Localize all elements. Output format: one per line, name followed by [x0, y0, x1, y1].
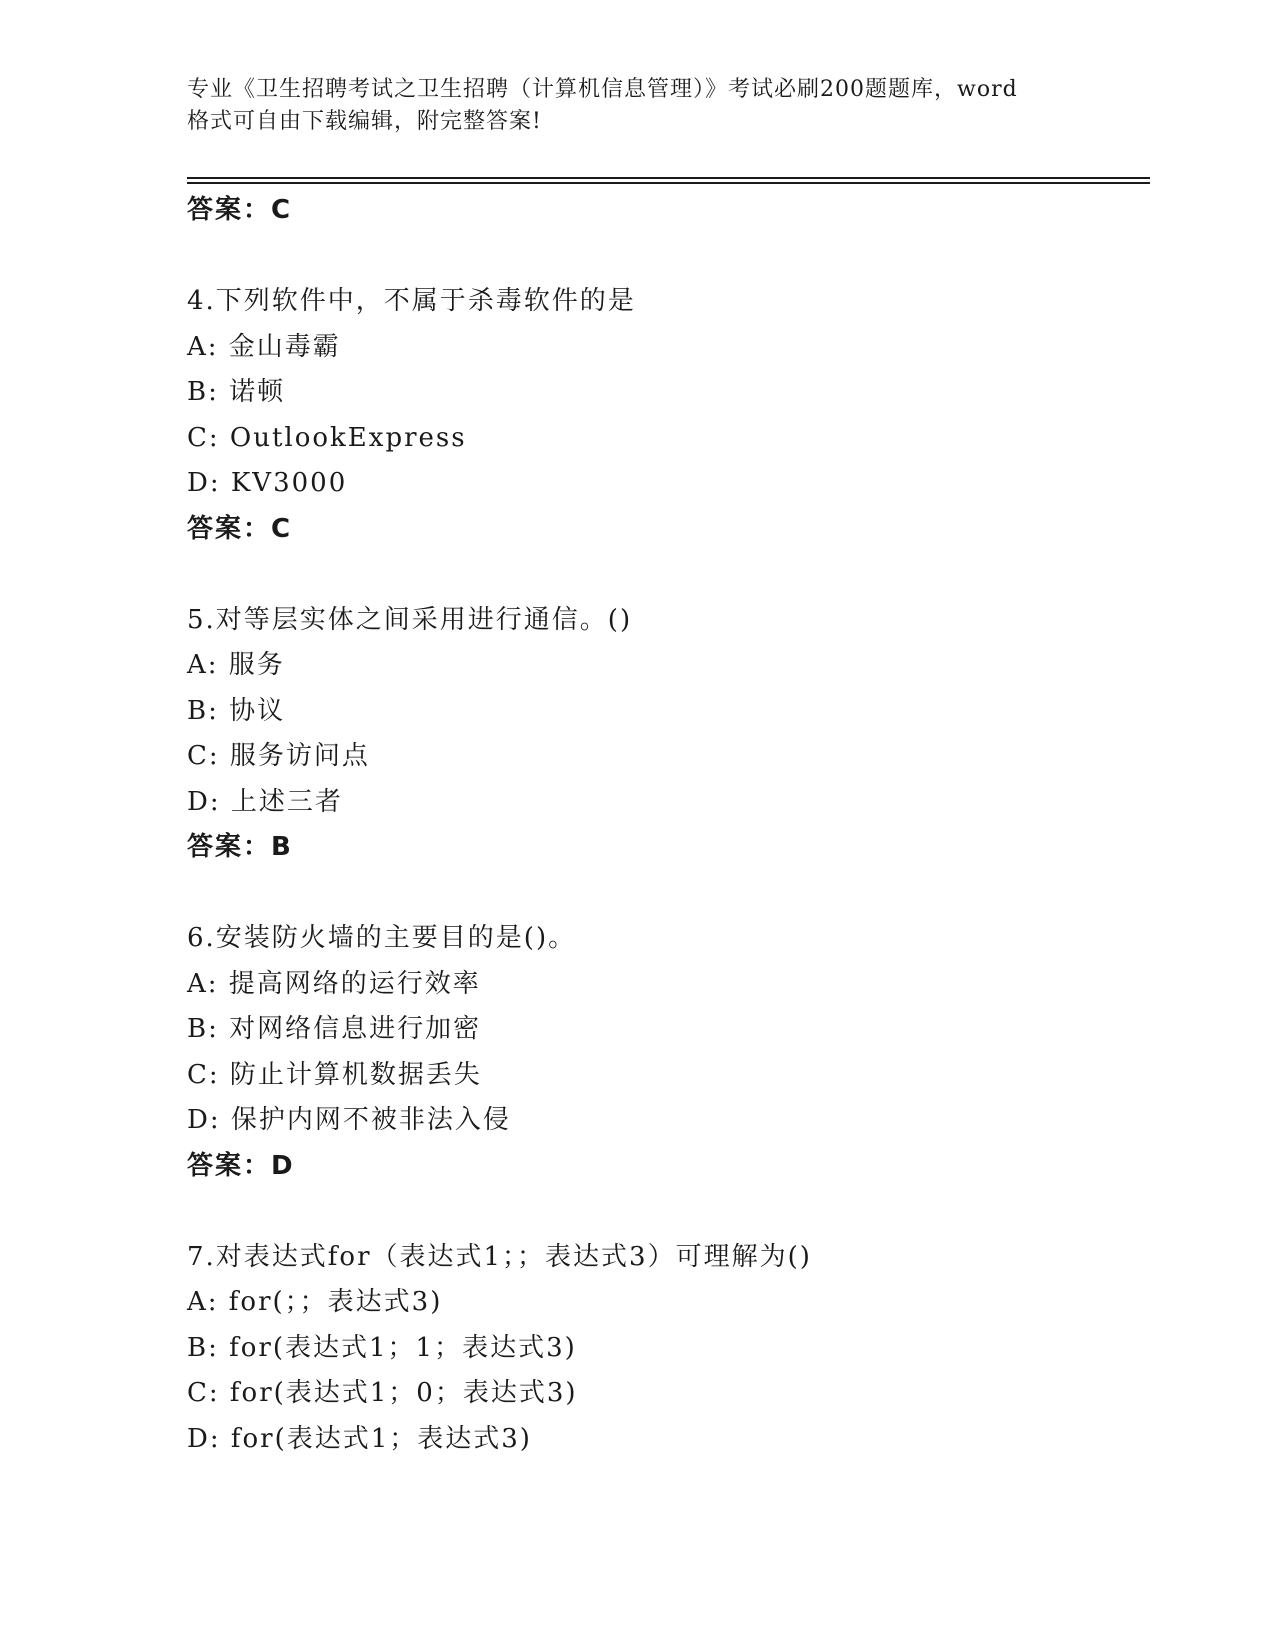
option-d: D: for(表达式1；表达式3) — [187, 1423, 532, 1454]
answer-line: 答案：C — [187, 513, 293, 544]
option-a: A: for(；；表达式3) — [187, 1287, 443, 1317]
header-line-2: 格式可自由下载编辑，附完整答案! — [187, 109, 542, 134]
option-b: B: 诺顿 — [187, 377, 286, 407]
option-c: C: OutlookExpress — [187, 422, 467, 453]
option-d: D: 保护内网不被非法入侵 — [187, 1105, 511, 1135]
header-line-1: 专业《卫生招聘考试之卫生招聘（计算机信息管理）》考试必刷200题题库，word — [187, 77, 1018, 102]
option-d: D: 上述三者 — [187, 786, 343, 817]
option-b: B: for(表达式1；1；表达式3) — [187, 1332, 577, 1363]
option-a: A: 服务 — [187, 650, 285, 680]
option-a: A: 金山毒霸 — [187, 331, 341, 362]
document-header — [187, 74, 1107, 138]
question-block — [187, 279, 1150, 552]
answer-line: 答案：D — [187, 1150, 295, 1181]
option-b: B: 对网络信息进行加密 — [187, 1014, 482, 1044]
question-list — [187, 188, 1150, 1462]
question-stem: 6.安装防火墙的主要目的是()。 — [187, 923, 577, 953]
question-stem: 4.下列软件中，不属于杀毒软件的是 — [187, 286, 636, 316]
question-block — [187, 916, 1150, 1189]
option-c: C: for(表达式1；0；表达式3) — [187, 1378, 578, 1408]
question-block — [187, 1235, 1150, 1463]
header-divider-thin — [187, 182, 1150, 184]
question-stem: 5.对等层实体之间采用进行通信。() — [187, 604, 633, 635]
answer-line: 答案：C — [187, 195, 293, 225]
option-c: C: 防止计算机数据丢失 — [187, 1059, 482, 1090]
option-d: D: KV3000 — [187, 468, 348, 498]
question-block — [187, 598, 1150, 871]
answer-line: 答案：B — [187, 832, 293, 862]
header-divider-thick — [187, 177, 1150, 179]
option-c: C: 服务访问点 — [187, 741, 370, 771]
option-a: A: 提高网络的运行效率 — [187, 968, 481, 999]
question-stem: 7.对表达式for（表达式1；；表达式3）可理解为() — [187, 1241, 812, 1272]
option-b: B: 协议 — [187, 695, 286, 726]
